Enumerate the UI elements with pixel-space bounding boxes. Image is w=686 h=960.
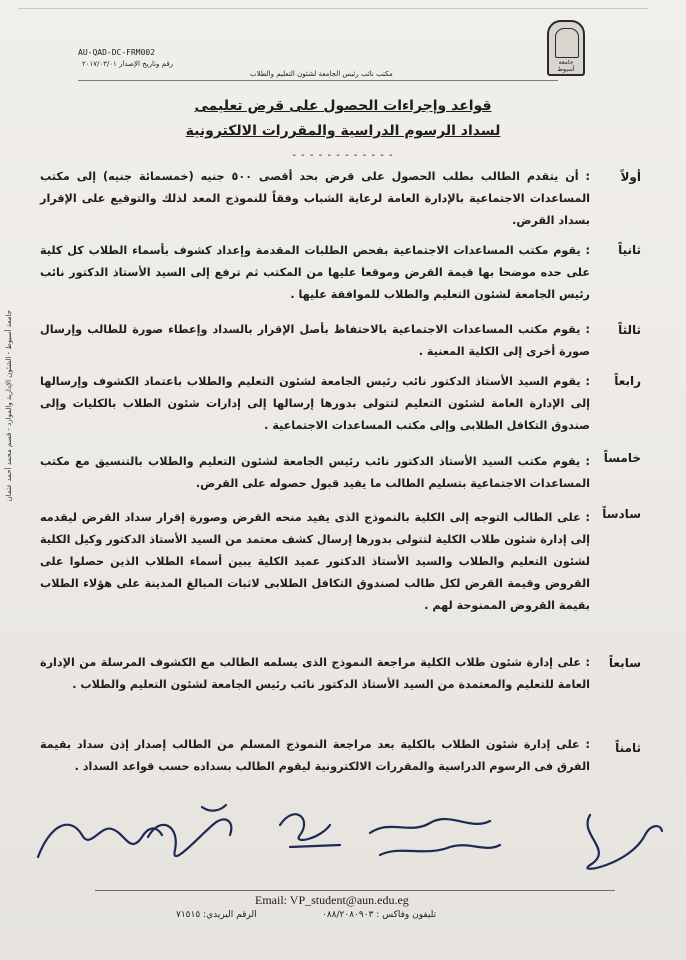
university-logo xyxy=(547,20,585,76)
top-border-line xyxy=(18,8,648,9)
side-stamp-note: جامعة أسيوط - الشئون الإدارية والموارد - قسم محمد أحمد عثمان xyxy=(5,310,13,502)
rule-text: : يقوم السيد الأستاذ الدكتور نائب رئيس الجامعة لشئون التعليم والطلاب باعتماد الكشوف وإرسالها إلى الإدارة العامة لشئون التعليم لتتولى بدورها إرسالها إلى إدارات شئون الطلاب بالكليات وإلى صندوق التكافل الطلابى وإلى مكتب المساعدات الاجتماعية . xyxy=(40,375,590,432)
postal-code: الرقم البريدي: ٧١٥١٥ xyxy=(176,910,257,920)
logo-text: جامعة أسيوط xyxy=(557,59,575,73)
rule-label: خامساً xyxy=(603,451,641,465)
rule-text: : يقوم مكتب السيد الأستاذ الدكتور نائب رئيس الجامعة لشئون التعليم والطلاب بالتنسيق مع مكتب المساعدات الاجتماعية بتسليم الطالب ما يفيد قبول حصوله على القرض. xyxy=(40,455,590,490)
contact-phone-fax: تليفون وفاكس : ٠٨٨/٢٠٨٠٩٠٣ xyxy=(322,910,437,920)
signature-3 xyxy=(280,814,340,847)
title-separator: - - - - - - - - - - - - xyxy=(292,150,394,161)
header-divider xyxy=(78,80,558,81)
document-title-line2: لسداد الرسوم الدراسية والمقررات الالكترونية xyxy=(185,123,501,139)
signature-1 xyxy=(38,825,162,857)
form-code: AU-QAD-DC-FRM002 xyxy=(78,48,156,57)
rule-text: : على إدارة شئون طلاب الكلية مراجعة النموذج الذى يسلمه الطالب مع الكشوف المرسلة من الإدارة العامة للتعليم والمعتمدة من السيد الأستاذ الدكتور نائب رئيس الجامعة لشئون التعليم والطلاب . xyxy=(40,656,590,691)
rule-text: : يقوم مكتب المساعدات الاجتماعية بالاحتفاظ بأصل الإقرار بالسداد وإعطاء صورة للطالب وإرسال صورة أخرى إلى الكلية المعنية . xyxy=(40,323,590,358)
handwritten-signatures xyxy=(30,795,670,885)
form-issue-date: رقم وتاريخ الإصدار ٢٠١٧/٠٣/٠١ xyxy=(82,60,174,68)
rule-text: : على إدارة شئون الطلاب بالكلية بعد مراجعة النموذج المسلم من الطالب إصدار إذن سداد بقيمة الفرق فى الرسوم الدراسية والمقررات الالكترونية ليقوم الطالب بسداده حسب قواعد السداد . xyxy=(40,738,590,773)
rule-label: سابعاً xyxy=(608,656,641,670)
rule-text: : أن يتقدم الطالب بطلب الحصول على قرض بحد أقصى ٥٠٠ جنيه (خمسمائة جنيه) إلى مكتب المساعدات الاجتماعية بالإدارة العامة لرعاية الشباب وفقاً للنموذج المعد لذلك والتوقيع على الإقرار بسداد القرض. xyxy=(40,170,590,227)
rule-label: ثامناً xyxy=(615,741,641,755)
rule-label: ثانياً xyxy=(618,243,641,257)
rule-text: : على الطالب التوجه إلى الكلية بالنموذج الذى يفيد منحه القرض وصورة إقرار سداد القرض ليقدمه إلى إدارة شئون طلاب الكلية لتتولى بدورها إرسال كشف معتمد من السيد الأستاذ الدكتور وكيل الكلية لشئون التعليم والطلاب والسيد الأستاذ الدكتور عميد الكلية يبين أسماء الطلاب الذين حصلوا على القروض وقيمة القرض لكل طالب لصندوق التكافل الطلابى لاثبات المبالغ المدينة على هؤلاء الطلاب بقيمة القروض الممنوحة لهم . xyxy=(40,511,590,612)
signature-5 xyxy=(380,845,500,855)
contact-email: Email: VP_student@aun.edu.eg xyxy=(255,893,409,907)
rule-text: : يقوم مكتب المساعدات الاجتماعية بفحص الطلبات المقدمة وإعداد كشوف بأسماء الطلاب كل كلية على حده موضحا بها قيمة القرض وموقعا عليها من المكتب ثم ترفع إلى السيد الأستاذ الدكتور نائب رئيس الجامعة لشئون التعليم والطلاب للموافقة عليها . xyxy=(40,244,590,301)
rule-label: أولاً xyxy=(620,170,641,184)
rule-label: ثالثاً xyxy=(618,323,641,337)
signature-2 xyxy=(148,805,231,856)
document-title-line1: قواعد وإجراءات الحصول على قرض تعليمى xyxy=(194,98,492,114)
rule-label: رابعاً xyxy=(614,374,641,388)
rule-label: سادساً xyxy=(602,507,641,521)
signature-6 xyxy=(587,815,662,869)
office-name: مكتب نائب رئيس الجامعة لشئون التعليم والطلاب xyxy=(250,70,393,78)
signature-4 xyxy=(370,819,490,833)
logo-emblem xyxy=(555,28,579,58)
footer-divider xyxy=(95,890,615,891)
